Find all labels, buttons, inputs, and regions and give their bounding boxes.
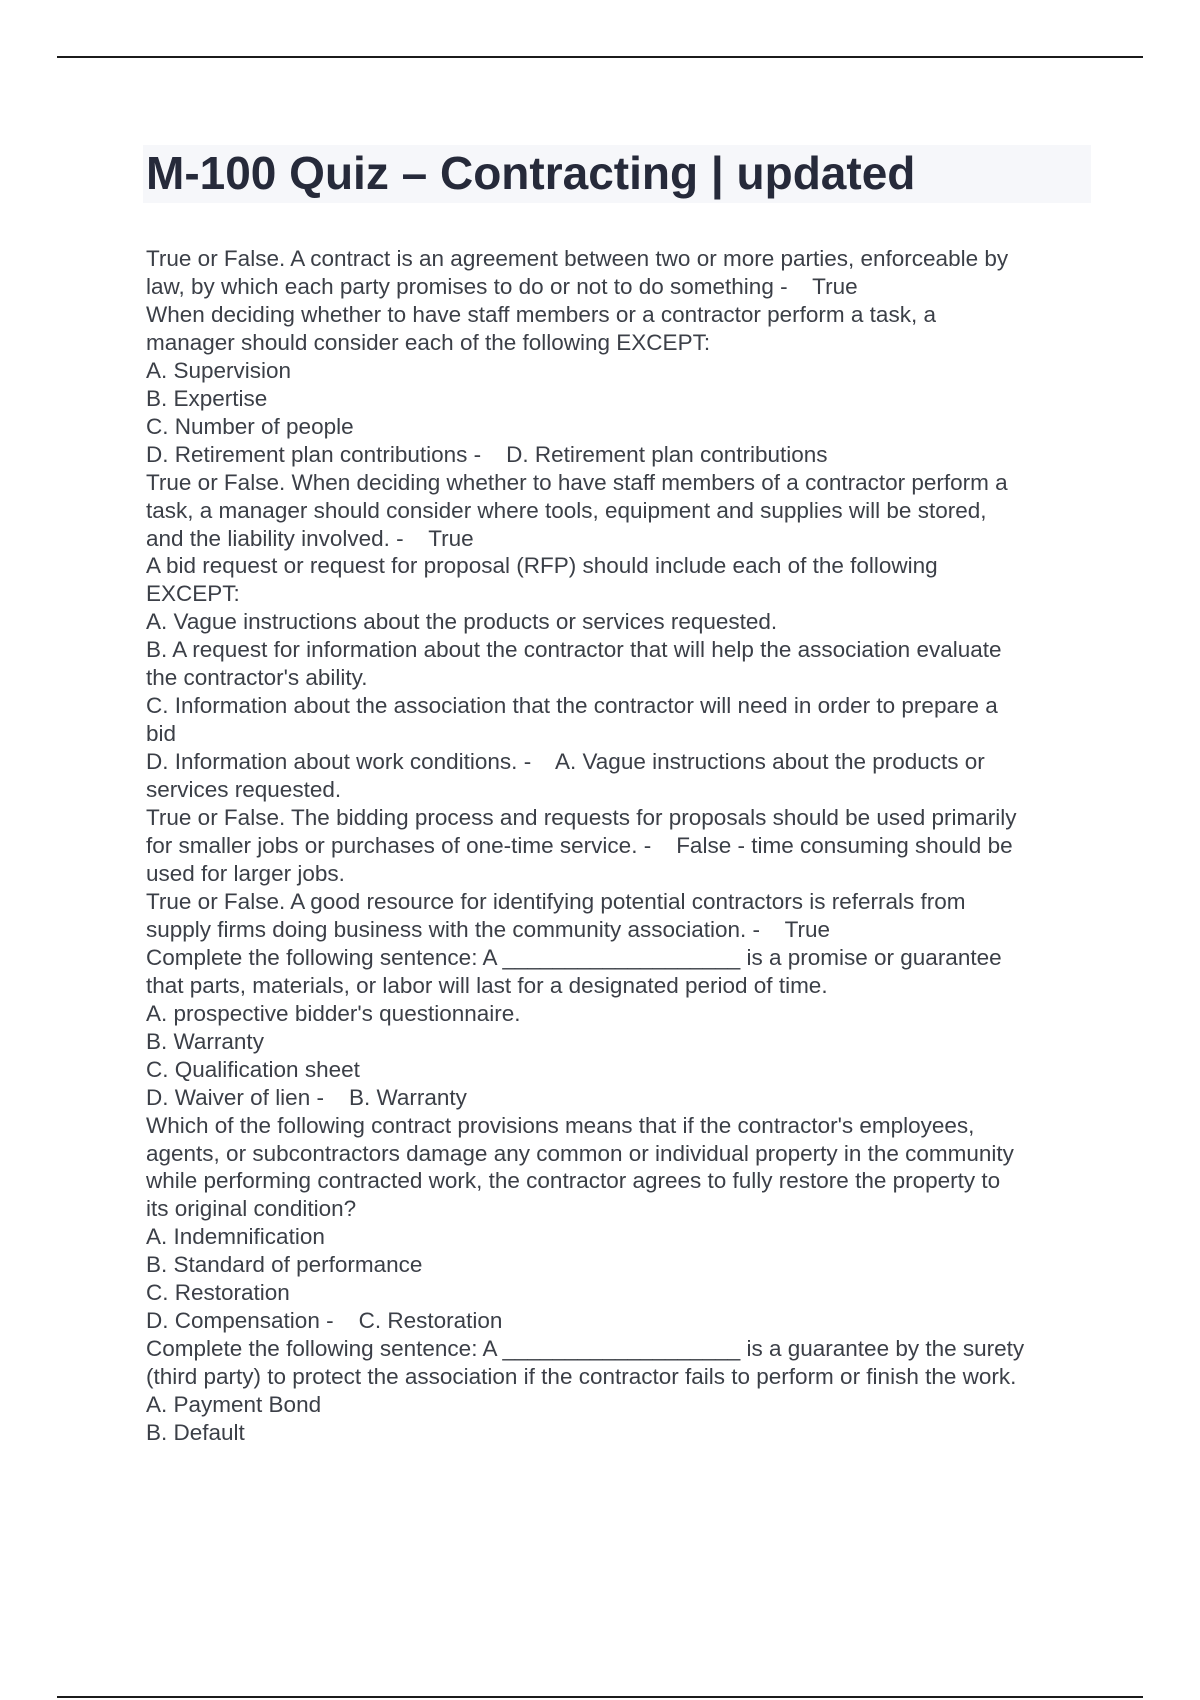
text-line: C. Information about the association that the contractor will need in order to prepare a <box>146 693 998 719</box>
text-line: A. prospective bidder's questionnaire. <box>146 1000 521 1026</box>
text-line: (third party) to protect the association if the contractor fails to perform or finish the work. <box>146 1364 1017 1390</box>
text-line: C. Number of people <box>146 413 354 439</box>
text-line: EXCEPT: <box>146 581 240 607</box>
text-line: task, a manager should consider where tools, equipment and supplies will be stored, <box>146 497 987 523</box>
text-line: D. Information about work conditions. - A. Vague instructions about the products or <box>146 749 985 775</box>
text-line: D. Waiver of lien - B. Warranty <box>146 1084 467 1110</box>
text-line: agents, or subcontractors damage any common or individual property in the community <box>146 1140 1014 1166</box>
text-line: bid <box>146 721 177 747</box>
text-line: A. Indemnification <box>146 1224 325 1250</box>
text-line: C. Qualification sheet <box>146 1056 360 1082</box>
text-line: law, by which each party promises to do or not to do something - True <box>146 273 858 299</box>
text-line: Complete the following sentence: A ___________________ is a promise or guarantee <box>146 944 1002 970</box>
page-title: M-100 Quiz – Contracting | updated <box>146 147 916 199</box>
text-line: When deciding whether to have staff members or a contractor perform a task, a <box>146 301 936 327</box>
text-line: True or False. When deciding whether to have staff members of a contractor perform a <box>146 469 1008 495</box>
header-rule <box>57 56 1143 58</box>
text-line: True or False. The bidding process and requests for proposals should be used primarily <box>146 805 1017 831</box>
text-line: B. Standard of performance <box>146 1252 423 1278</box>
text-line: supply firms doing business with the community association. - True <box>146 916 831 942</box>
text-line: D. Retirement plan contributions - D. Retirement plan contributions <box>146 441 828 467</box>
text-line: True or False. A good resource for identifying potential contractors is referrals from <box>146 888 966 914</box>
text-line: B. Default <box>146 1420 245 1446</box>
text-line: Complete the following sentence: A ___________________ is a guarantee by the surety <box>146 1336 1025 1362</box>
text-line: the contractor's ability. <box>146 665 368 691</box>
text-line: used for larger jobs. <box>146 860 345 886</box>
text-line: and the liability involved. - True <box>146 525 474 551</box>
text-line: A. Supervision <box>146 357 292 383</box>
text-line: B. A request for information about the contractor that will help the association evaluate <box>146 637 1002 663</box>
text-line: services requested. <box>146 777 342 803</box>
footer-rule <box>57 1696 1143 1698</box>
text-line: Which of the following contract provisions means that if the contractor's employees, <box>146 1112 975 1138</box>
text-line: its original condition? <box>146 1196 357 1222</box>
text-line: C. Restoration <box>146 1280 290 1306</box>
text-line: D. Compensation - C. Restoration <box>146 1308 503 1334</box>
text-line: True or False. A contract is an agreement between two or more parties, enforceable by <box>146 246 1009 271</box>
text-line: B. Expertise <box>146 385 268 411</box>
text-line: B. Warranty <box>146 1028 264 1054</box>
text-line: that parts, materials, or labor will last for a designated period of time. <box>146 972 828 998</box>
text-line: while performing contracted work, the contractor agrees to fully restore the property to <box>146 1168 1001 1194</box>
text-line: A. Vague instructions about the products or services requested. <box>146 609 778 635</box>
quiz-content <box>146 245 1086 1447</box>
text-line: A. Payment Bond <box>146 1392 322 1418</box>
text-line: manager should consider each of the following EXCEPT: <box>146 329 711 355</box>
text-line: for smaller jobs or purchases of one-time service. - False - time consuming should be <box>146 833 1013 859</box>
text-line: A bid request or request for proposal (RFP) should include each of the following <box>146 553 938 579</box>
